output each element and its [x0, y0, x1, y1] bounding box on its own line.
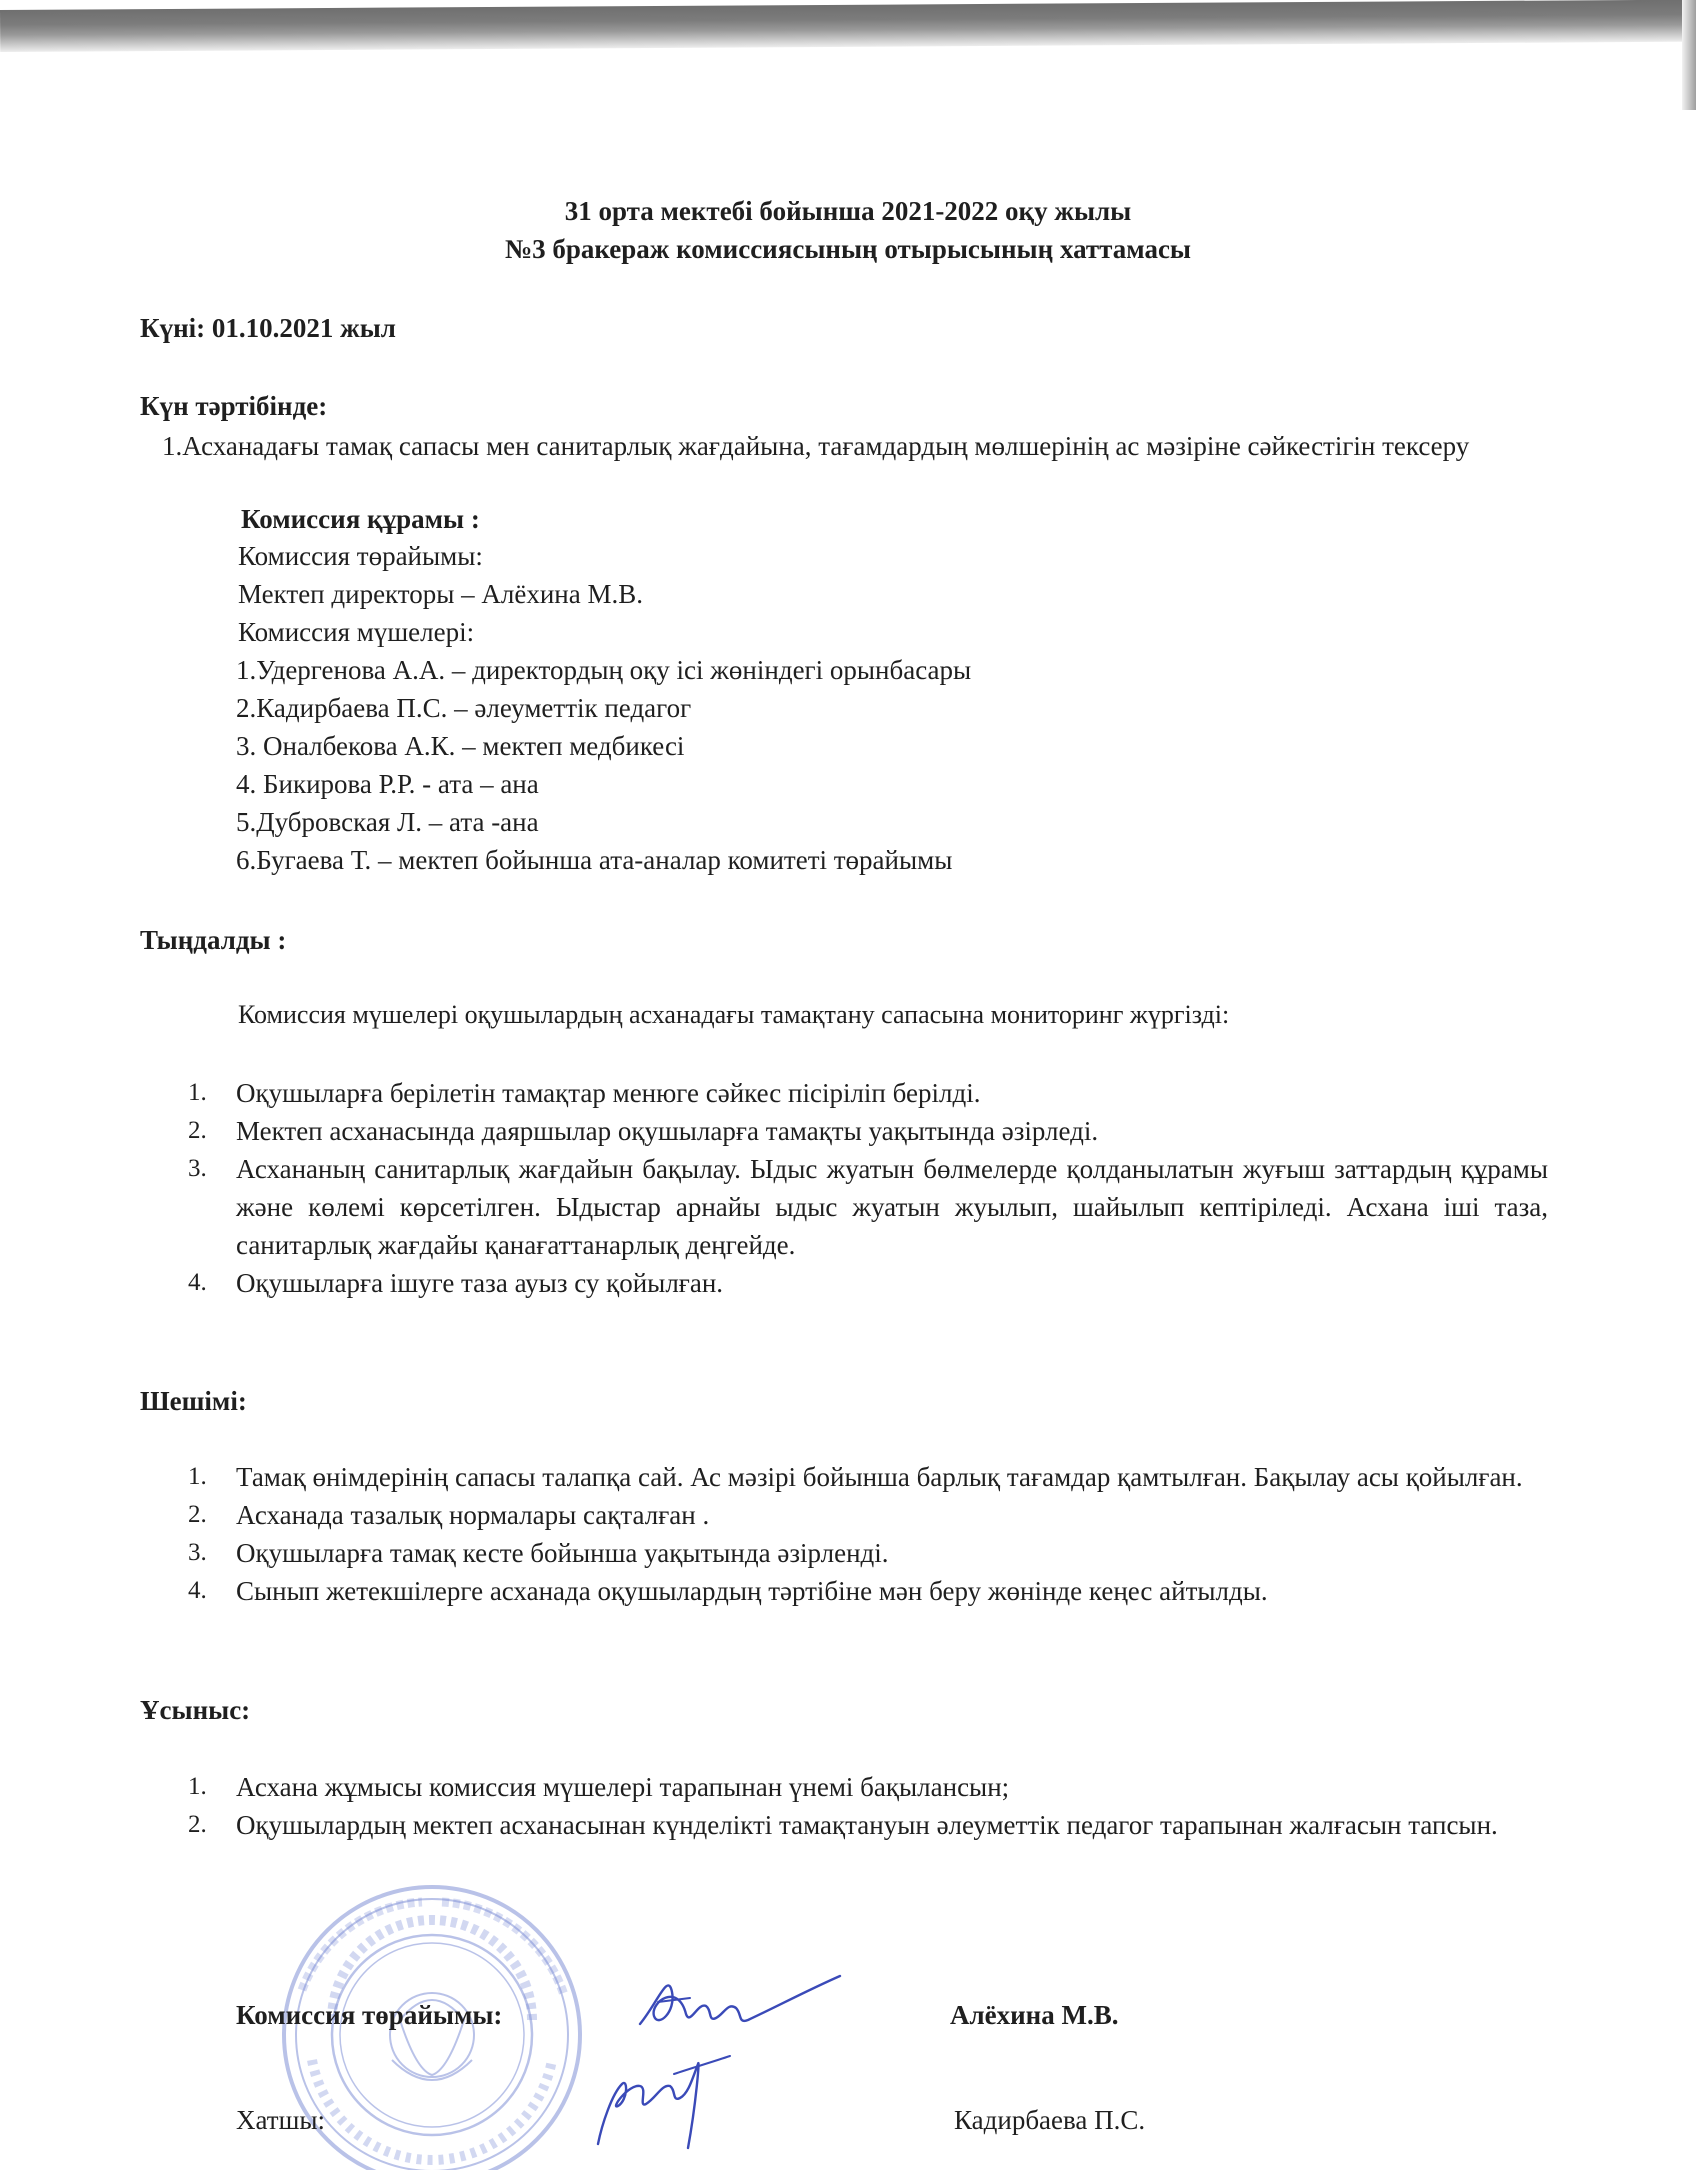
signature-secretary-label: Хатшы: [236, 2105, 326, 2135]
commission-chair-label: Комиссия төрайымы: [238, 541, 483, 571]
signature-chair-label: Комиссия төрайымы: [236, 2000, 503, 2030]
list-item: 1. Асхана жұмысы комиссия мүшелері тарапынан үнемі бақылансын; [188, 1772, 1010, 1802]
signature-chair-name: Алёхина М.В. [950, 2000, 1119, 2030]
commission-member: 4. Бикирова Р.Р. - ата – ана [236, 769, 539, 799]
commission-member: 2.Кадирбаева П.С. – әлеуметтік педагог [236, 693, 692, 723]
document-title-line1: 31 орта мектебі бойынша 2021-2022 оқу жылы [564, 196, 1132, 226]
proposal-heading: Ұсыныс: [140, 1695, 251, 1725]
commission-heading: Комиссия құрамы : [241, 504, 480, 534]
list-item: 2. Оқушылардың мектеп асханасынан күнделікті тамақтануын әлеуметтік педагог тарапынан жалғасын тапсын. [188, 1810, 1498, 1840]
meeting-date: Күні: 01.10.2021 жыл [140, 313, 396, 343]
chair-signature [628, 1962, 848, 2042]
decision-list [188, 1458, 1548, 1610]
commission-member: 5.Дубровская Л. – ата -ана [236, 807, 539, 837]
heard-list [188, 1074, 1548, 1302]
list-item: 2. Асханада тазалық нормалары сақталған . [188, 1500, 710, 1530]
list-item: 1. Тамақ өнімдерінің сапасы талапқа сай. Ас мәзірі бойынша барлық тағамдар қамтылған. Бақылау асы қойылған. [188, 1462, 1523, 1492]
list-item: 3. Асхананың санитарлық жағдайын бақылау. Ыдыс жуатын бөлмелерде қолданылатын жуғыш заттардың құрамы және көлемі көрсетілген. Ыдыстар арнайы ыдыс жуатын жуылып, шайылып кептіріледі. Асхана іші таза, санитарлық жағдайы қанағаттанарлық деңгейде. [188, 1154, 1548, 1260]
agenda-heading: Күн тәртібінде: [140, 391, 328, 421]
proposal-list [188, 1768, 1548, 1844]
commission-member: 6.Бугаева Т. – мектеп бойынша ата-аналар комитеті төрайымы [236, 845, 953, 875]
secretary-signature [588, 2044, 738, 2154]
commission-member: 1.Удергенова А.А. – директордың оқу ісі жөніндегі орынбасары [236, 655, 972, 685]
commission-chair: Мектеп директоры – Алёхина М.В. [238, 579, 643, 609]
list-item: 4. Оқушыларға ішуге таза ауыз су қойылған. [188, 1268, 724, 1298]
list-item: 3. Оқушыларға тамақ кесте бойынша уақытында әзірленді. [188, 1538, 889, 1568]
commission-member: 3. Оналбекова А.К. – мектеп медбикесі [236, 731, 685, 761]
heard-heading: Тыңдалды : [140, 925, 287, 955]
list-item: 1. Оқушыларға берілетін тамақтар менюге сәйкес пісіріліп берілді. [188, 1078, 981, 1108]
decision-heading: Шешімі: [140, 1386, 247, 1416]
document-title-line2: №3 бракераж комиссиясының отырысының хаттамасы [504, 234, 1192, 264]
heard-intro: Комиссия мүшелері оқушылардың асханадағы тамақтану сапасына мониторинг жүргізді: [238, 1000, 1230, 1029]
signature-secretary-name: Кадирбаева П.С. [954, 2105, 1146, 2135]
agenda-item: 1.Асханадағы тамақ сапасы мен санитарлық жағдайына, тағамдардың мөлшерінің ас мәзіріне сәйкестігін тексеру [162, 431, 1470, 461]
list-item: 4. Сынып жетекшілерге асханада оқушылардың тәртібіне мән беру жөнінде кеңес айтылды. [188, 1576, 1268, 1606]
list-item: 2. Мектеп асханасында даяршылар оқушыларға тамақты уақытында әзірледі. [188, 1116, 1099, 1146]
commission-members-label: Комиссия мүшелері: [238, 617, 475, 647]
